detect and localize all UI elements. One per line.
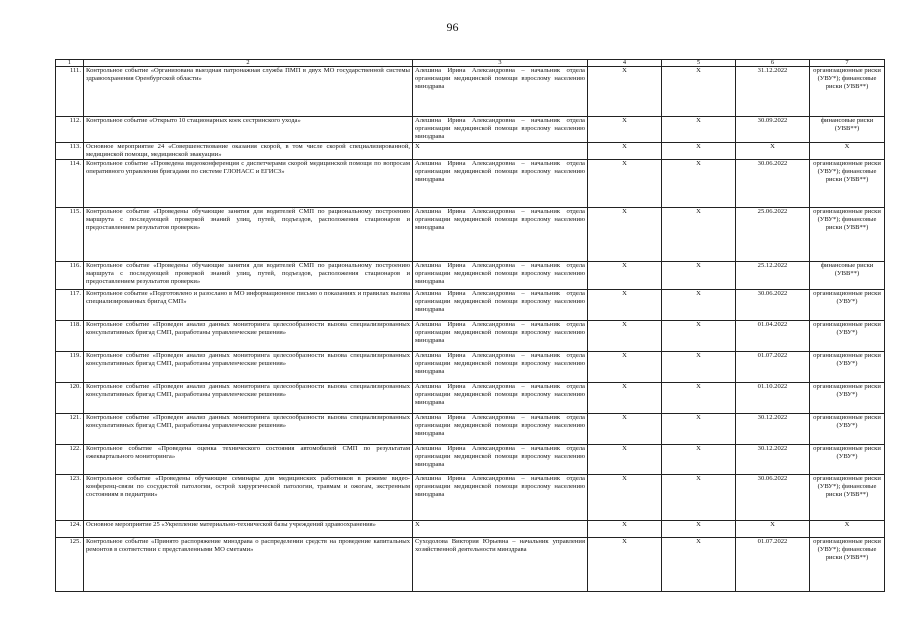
table-body [56, 60, 885, 592]
risk-text: организационные риски (УВУ*); финансовые риски (УВВ**) [810, 208, 885, 262]
table-row [56, 143, 885, 160]
deadline-date: 01.04.2022 [736, 321, 810, 352]
mark-col-5: Х [662, 414, 736, 445]
responsible-person: Алешина Ирина Александровна – начальник отдела организации медицинской помощи взрослому населению минздрава [413, 262, 588, 290]
responsible-person: Алешина Ирина Александровна – начальник отдела организации медицинской помощи взрослому населению минздрава [413, 160, 588, 208]
table-row [56, 475, 885, 521]
mark-col-5: Х [662, 67, 736, 117]
mark-col-5: Х [662, 321, 736, 352]
risk-text: организационные риски (УВУ*) [810, 321, 885, 352]
mark-col-5: Х [662, 521, 736, 538]
table-row [56, 521, 885, 538]
row-number: 115. [56, 208, 84, 262]
event-text: Контрольное событие «Проведен анализ данных мониторинга целесообразности вызова специализированных консультативных бригад СМП, разработаны управленческие решения» [84, 414, 413, 445]
row-number: 118. [56, 321, 84, 352]
mark-col-4: Х [588, 160, 662, 208]
column-number: 3 [413, 60, 588, 67]
responsible-person: Х [413, 521, 588, 538]
row-number: 116. [56, 262, 84, 290]
mark-col-4: Х [588, 290, 662, 321]
event-text: Контрольное событие «Проведен анализ данных мониторинга целесообразности вызова специализированных консультативных бригад СМП, разработаны управленческие решения» [84, 321, 413, 352]
deadline-date: 30.12.2022 [736, 414, 810, 445]
risk-text: организационные риски (УВУ*) [810, 290, 885, 321]
row-number: 122. [56, 445, 84, 475]
responsible-person: Алешина Ирина Александровна – начальник отдела организации медицинской помощи взрослому населению минздрава [413, 321, 588, 352]
mark-col-4: Х [588, 383, 662, 414]
event-text: Контрольное событие «Организована выездная патронажная служба ПМП в двух МО государственной системы здравоохранения Оренбургской области» [84, 67, 413, 117]
responsible-person: Алешина Ирина Александровна – начальник отдела организации медицинской помощи взрослому населению минздрава [413, 117, 588, 143]
row-number: 112. [56, 117, 84, 143]
table-row [56, 67, 885, 117]
mark-col-4: Х [588, 262, 662, 290]
risk-text: организационные риски (УВУ*); финансовые риски (УВВ**) [810, 160, 885, 208]
event-text: Контрольное событие «Проведена оценка технического состояния автомобилей СМП по результатам ежеквартального мониторинга» [84, 445, 413, 475]
risk-text: организационные риски (УВУ*) [810, 445, 885, 475]
deadline-date: 30.06.2022 [736, 160, 810, 208]
mark-col-5: Х [662, 290, 736, 321]
column-number: 1 [56, 60, 84, 67]
row-number: 125. [56, 538, 84, 592]
mark-col-5: Х [662, 262, 736, 290]
responsible-person: Алешина Ирина Александровна – начальник отдела организации медицинской помощи взрослому населению минздрава [413, 67, 588, 117]
risk-text: финансовые риски (УВВ**) [810, 117, 885, 143]
deadline-date: 25.06.2022 [736, 208, 810, 262]
risk-text: Х [810, 143, 885, 160]
responsible-person: Алешина Ирина Александровна – начальник отдела организации медицинской помощи взрослому населению минздрава [413, 208, 588, 262]
column-number: 6 [736, 60, 810, 67]
deadline-date: 01.07.2022 [736, 538, 810, 592]
row-number: 119. [56, 352, 84, 383]
mark-col-4: Х [588, 521, 662, 538]
mark-col-5: Х [662, 143, 736, 160]
table-row [56, 262, 885, 290]
table-row [56, 445, 885, 475]
event-text: Контрольное событие «Проведен анализ данных мониторинга целесообразности вызова специализированных консультативных бригад СМП, разработаны управленческие решения» [84, 383, 413, 414]
table-row [56, 160, 885, 208]
table-row [56, 321, 885, 352]
mark-col-5: Х [662, 160, 736, 208]
column-number: 4 [588, 60, 662, 67]
mark-col-4: Х [588, 445, 662, 475]
responsible-person: Алешина Ирина Александровна – начальник отдела организации медицинской помощи взрослому населению минздрава [413, 475, 588, 521]
page-number: 96 [446, 20, 459, 34]
mark-col-4: Х [588, 208, 662, 262]
risk-text: финансовые риски (УВВ**) [810, 262, 885, 290]
responsible-person: Алешина Ирина Александровна – начальник отдела организации медицинской помощи взрослому населению минздрава [413, 414, 588, 445]
event-text: Контрольное событие «Проведены обучающие занятия для водителей СМП по рациональному построению маршрута с последующей проверкой знаний улиц, путей, подъездов, расположения стационаров и предоставлением результатов проверки» [84, 208, 413, 262]
risk-text: организационные риски (УВУ*); финансовые риски (УВВ**) [810, 67, 885, 117]
table-row [56, 117, 885, 143]
event-text: Контрольное событие «Подготовлено и разослано в МО информационное письмо о показаниях и правилах вызова специализированных бригад СМП» [84, 290, 413, 321]
row-number: 123. [56, 475, 84, 521]
event-text: Контрольное событие «Открыто 10 стационарных коек сестринского ухода» [84, 117, 413, 143]
mark-col-5: Х [662, 383, 736, 414]
table-row [56, 538, 885, 592]
event-text: Основное мероприятие 24 «Совершенствование оказания скорой, в том числе скорой специализированной, медицинской помощи, медицинской эвакуации» [84, 143, 413, 160]
risk-text: организационные риски (УВУ*) [810, 352, 885, 383]
mark-col-4: Х [588, 143, 662, 160]
responsible-person: Алешина Ирина Александровна – начальник отдела организации медицинской помощи взрослому населению минздрава [413, 352, 588, 383]
table-row [56, 383, 885, 414]
responsible-person: Х [413, 143, 588, 160]
column-number: 2 [84, 60, 413, 67]
table-row [56, 352, 885, 383]
row-number: 113. [56, 143, 84, 160]
event-text: Контрольное событие «Проведены обучающие занятия для водителей СМП по рациональному построению маршрута с последующей проверкой знаний улиц, путей, подъездов, расположения стационаров и предоставлением результатов проверки» [84, 262, 413, 290]
event-text: Основное мероприятие 25 «Укрепление материально-технической базы учреждений здравоохранения» [84, 521, 413, 538]
event-text: Контрольное событие «Проведена видеоконференция с диспетчерами скорой медицинской помощи по вопросам оперативного управления бригадами по системе ГЛОНАСС и ЕГИСЗ» [84, 160, 413, 208]
mark-col-5: Х [662, 445, 736, 475]
mark-col-4: Х [588, 117, 662, 143]
deadline-date: 25.12.2022 [736, 262, 810, 290]
deadline-date: 30.09.2022 [736, 117, 810, 143]
deadline-date: Х [736, 143, 810, 160]
table-row [56, 414, 885, 445]
risk-text: Х [810, 521, 885, 538]
deadline-date: 01.07.2022 [736, 352, 810, 383]
risk-text: организационные риски (УВУ*); финансовые риски (УВВ**) [810, 475, 885, 521]
deadline-date: 30.06.2022 [736, 475, 810, 521]
responsible-person: Алешина Ирина Александровна – начальник отдела организации медицинской помощи взрослому населению минздрава [413, 290, 588, 321]
event-text: Контрольное событие «Проведен анализ данных мониторинга целесообразности вызова специализированных консультативных бригад СМП, разработаны управленческие решения» [84, 352, 413, 383]
row-number: 120. [56, 383, 84, 414]
mark-col-5: Х [662, 475, 736, 521]
mark-col-4: Х [588, 475, 662, 521]
row-number: 117. [56, 290, 84, 321]
table-row [56, 208, 885, 262]
mark-col-5: Х [662, 117, 736, 143]
risk-text: организационные риски (УВУ*) [810, 383, 885, 414]
deadline-date: 31.12.2022 [736, 67, 810, 117]
mark-col-4: Х [588, 321, 662, 352]
mark-col-5: Х [662, 538, 736, 592]
event-text: Контрольное событие «Проведены обучающие семинары для медицинских работников в режиме видео-конференц-связи по сосудистой патологии, острой хирургической патологии, травмам и ожогам, экстренным состояниям в педиатрии» [84, 475, 413, 521]
table-row [56, 290, 885, 321]
column-number: 7 [810, 60, 885, 67]
row-number: 111. [56, 67, 84, 117]
document-table [55, 59, 885, 592]
deadline-date: 30.06.2022 [736, 290, 810, 321]
mark-col-4: Х [588, 352, 662, 383]
responsible-person: Алешина Ирина Александровна – начальник отдела организации медицинской помощи взрослому населению минздрава [413, 383, 588, 414]
risk-text: организационные риски (УВУ*) [810, 414, 885, 445]
column-number: 5 [662, 60, 736, 67]
mark-col-5: Х [662, 208, 736, 262]
deadline-date: 01.10.2022 [736, 383, 810, 414]
responsible-person: Алешина Ирина Александровна – начальник отдела организации медицинской помощи взрослому населению минздрава [413, 445, 588, 475]
deadline-date: 30.12.2022 [736, 445, 810, 475]
mark-col-5: Х [662, 352, 736, 383]
deadline-date: Х [736, 521, 810, 538]
row-number: 121. [56, 414, 84, 445]
row-number: 124. [56, 521, 84, 538]
risk-text: организационные риски (УВУ*); финансовые риски (УВВ**) [810, 538, 885, 592]
mark-col-4: Х [588, 414, 662, 445]
responsible-person: Суходолова Виктория Юрьевна – начальник управления хозяйственной деятельности минздрава [413, 538, 588, 592]
mark-col-4: Х [588, 67, 662, 117]
mark-col-4: Х [588, 538, 662, 592]
column-number-row [56, 60, 885, 67]
row-number: 114. [56, 160, 84, 208]
event-text: Контрольное событие «Принято распоряжение минздрава о распределении средств на проведение капитальных ремонтов в соответствии с представленными МО сметами» [84, 538, 413, 592]
